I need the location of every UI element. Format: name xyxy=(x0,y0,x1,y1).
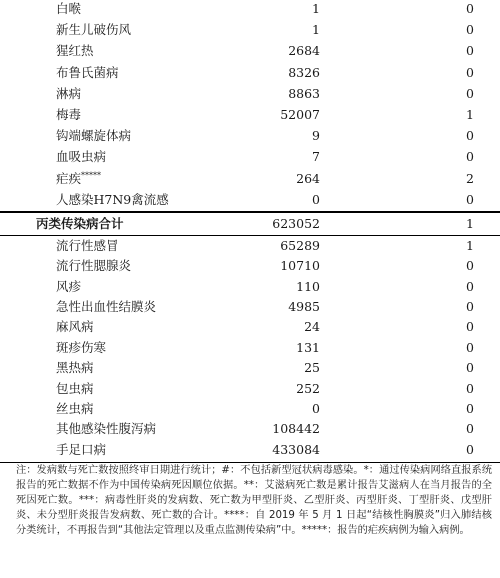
case-count: 131 xyxy=(296,339,320,355)
disease-name: 黑热病 xyxy=(56,360,94,376)
death-count: 0 xyxy=(466,339,474,355)
death-count: 0 xyxy=(466,278,474,294)
disease-name: 布鲁氏菌病 xyxy=(56,64,119,80)
death-count: 0 xyxy=(466,421,474,437)
table-row xyxy=(0,125,500,146)
case-count: 1 xyxy=(312,22,320,38)
death-count: 0 xyxy=(466,149,474,165)
case-count: 9 xyxy=(312,128,320,144)
table-row xyxy=(0,236,500,256)
disease-name: 血吸虫病 xyxy=(56,149,107,165)
table-row xyxy=(0,83,500,104)
case-count: 2684 xyxy=(288,43,320,59)
footnotes: 注：发病数与死亡数按照终审日期进行统计；#：不包括新型冠状病毒感染。*：通过传染病网络直报系统报告的死亡数据不作为中国传染病死因顺位依据。**：艾滋病死亡数是累计报告艾滋病人在当月报告的全死因死亡数。***：病毒性肝炎的发病数、死亡数为甲型肝炎、乙型肝炎、丙型肝炎、丁型肝炎、戊型肝炎、未分型肝炎报告发病数、死亡数的合计。****：自 2019 年 5 月 1 日起“结核性胸膜炎”归入肺结核分类统计，不再报告到“其他法定管理以及重点监测传染病”中。*****：报告的疟疾病例为输入病例。 xyxy=(16,465,492,536)
case-count: 252 xyxy=(296,380,320,396)
death-count: 0 xyxy=(466,258,474,274)
death-count: 0 xyxy=(466,64,474,80)
disease-name: 流行性腮腺炎 xyxy=(56,258,132,274)
disease-name: 风疹 xyxy=(56,278,82,294)
case-count: 110 xyxy=(296,278,320,294)
table-row xyxy=(0,40,500,61)
death-count: 0 xyxy=(466,299,474,315)
case-count: 8863 xyxy=(288,85,320,101)
table-row xyxy=(0,19,500,40)
table-row xyxy=(0,104,500,125)
death-count: 1 xyxy=(466,107,474,122)
death-count: 0 xyxy=(466,22,474,38)
case-count: 0 xyxy=(312,400,320,416)
table-row xyxy=(0,317,500,337)
table-row xyxy=(0,189,500,210)
disease-name: 丝虫病 xyxy=(56,400,94,416)
case-count: 4985 xyxy=(288,299,320,315)
case-count: 0 xyxy=(312,191,320,207)
disease-name: 流行性感冒 xyxy=(56,238,119,253)
case-count: 25 xyxy=(304,360,320,376)
case-count: 52007 xyxy=(280,107,320,122)
disease-name: 麻风病 xyxy=(56,319,94,335)
table-row xyxy=(0,168,500,189)
case-count: 7 xyxy=(312,149,320,165)
case-count: 623052 xyxy=(272,216,320,231)
death-count: 1 xyxy=(466,238,474,253)
table-row xyxy=(0,419,500,439)
disease-name: 包虫病 xyxy=(56,380,94,396)
case-count: 24 xyxy=(304,319,320,335)
disease-name: 人感染H7N9禽流感 xyxy=(56,191,169,207)
disease-name: 斑疹伤寒 xyxy=(56,339,107,355)
case-count: 10710 xyxy=(280,258,320,274)
case-count: 8326 xyxy=(288,64,320,80)
table-row xyxy=(0,0,500,19)
group-total-label: 丙类传染病合计 xyxy=(36,216,124,231)
disease-name: 急性出血性结膜炎 xyxy=(56,299,157,315)
disease-name: 钩端螺旋体病 xyxy=(56,128,132,144)
case-count: 433084 xyxy=(272,441,320,457)
disease-name: 淋病 xyxy=(56,85,82,101)
disease-name xyxy=(56,168,101,189)
death-count: 0 xyxy=(466,43,474,59)
death-count: 2 xyxy=(466,170,474,186)
death-count: 0 xyxy=(466,85,474,101)
death-count: 0 xyxy=(466,319,474,335)
disease-name: 手足口病 xyxy=(56,441,107,457)
footnote-marker: ***** xyxy=(81,170,102,180)
disease-name: 梅毒 xyxy=(56,107,82,122)
table-row xyxy=(0,297,500,317)
disease-name: 猩红热 xyxy=(56,43,94,59)
death-count: 0 xyxy=(466,128,474,144)
group-total-row xyxy=(0,212,500,235)
case-count: 1 xyxy=(312,1,320,16)
table-row xyxy=(0,379,500,399)
disease-name: 白喉 xyxy=(56,1,82,16)
death-count: 0 xyxy=(466,380,474,396)
case-count: 65289 xyxy=(280,238,320,253)
table-row xyxy=(0,62,500,83)
death-count: 1 xyxy=(466,216,474,231)
death-count: 0 xyxy=(466,400,474,416)
table-row xyxy=(0,440,500,460)
table-row xyxy=(0,277,500,297)
table-row xyxy=(0,146,500,167)
death-count: 0 xyxy=(466,441,474,457)
death-count: 0 xyxy=(466,360,474,376)
disease-name-text: 疟疾 xyxy=(56,170,82,186)
case-count: 264 xyxy=(296,170,320,186)
case-count: 108442 xyxy=(272,421,320,437)
table-row xyxy=(0,256,500,276)
table-row xyxy=(0,358,500,378)
disease-name: 新生儿破伤风 xyxy=(56,22,132,38)
death-count: 0 xyxy=(466,191,474,207)
table-row xyxy=(0,338,500,358)
death-count: 0 xyxy=(466,1,474,16)
disease-name: 其他感染性腹泻病 xyxy=(56,421,157,437)
table-row xyxy=(0,399,500,419)
